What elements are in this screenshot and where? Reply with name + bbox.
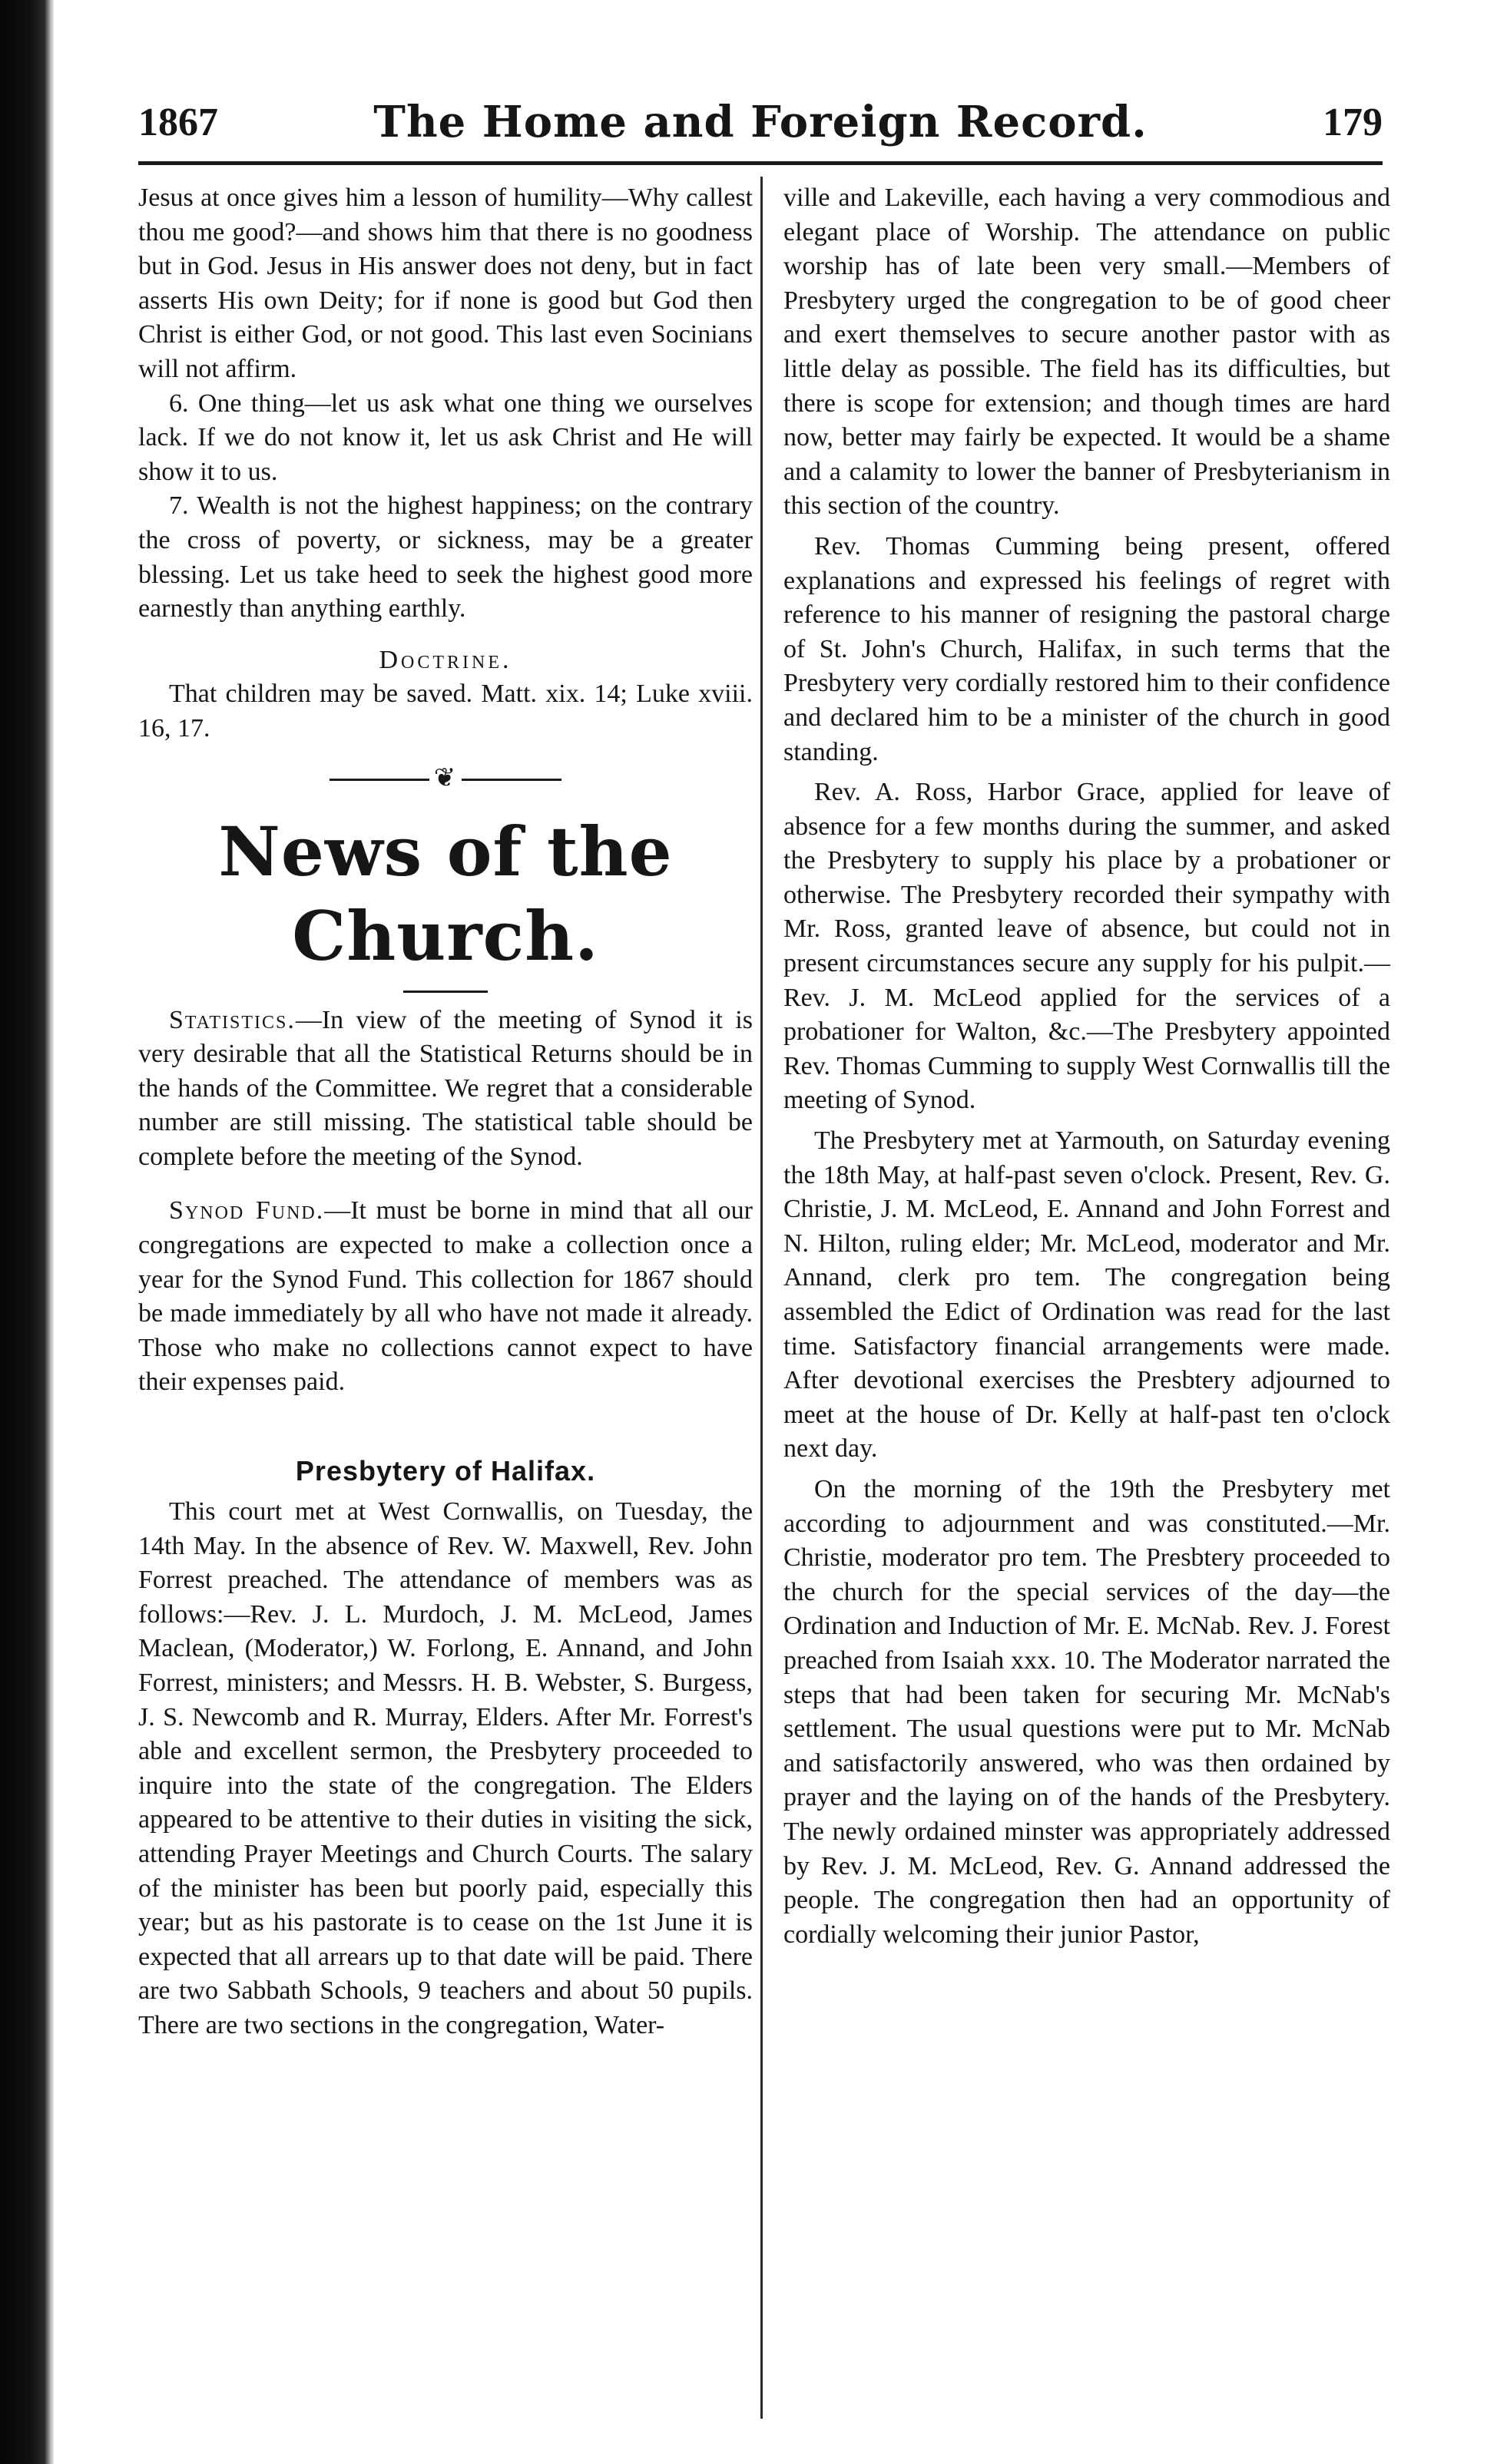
- ornament-line: [330, 779, 429, 781]
- paragraph-label: Synod Fund.: [169, 1196, 325, 1225]
- paragraph: That children may be saved. Matt. xix. 14; Luke xviii. 16, 17.: [138, 680, 753, 743]
- spacer: [783, 1118, 1390, 1124]
- column-divider: [760, 177, 763, 2419]
- paragraph-label: Statistics.: [169, 1005, 296, 1034]
- left-column: [138, 181, 753, 2043]
- short-rule: [403, 991, 488, 993]
- spacer: [138, 1400, 753, 1450]
- ornamental-divider: [138, 763, 753, 794]
- header-rule: [138, 161, 1383, 165]
- paragraph: The Presbytery met at Yarmouth, on Saturday evening the 18th May, at half-past seven o'clock. Present, Rev. G. Christie, J. M. McLeod, E. Annand and John Forrest and N. Hilton, ruling elder; Mr. McLeod, moderator and Mr. Annand, clerk pro tem. The congregation being assembled the Edict of Ordination was read for the last time. Satisfactory financial arrangements were made. After devotional exercises the Presbtery adjourned to meet at the house of Dr. Kelly at half-past ten o'clock next day.: [783, 1126, 1390, 1464]
- section-heading: News of the Church.: [218, 811, 673, 976]
- paragraph: ville and Lakeville, each having a very commodious and elegant place of Worship. The attendance on public worship has of late been very small.—Members of Presbytery urged the congregation to be of good cheer and exert themselves to secure another pastor with as little delay as possible. The field has its difficulties, but there is scope for extension; and though times are hard now, better may fairly be expected. It would be a shame and a calamity to lower the banner of Presbyterianism in this section of the country.: [783, 184, 1390, 521]
- page-number: 179: [1323, 101, 1383, 144]
- spacer: [783, 524, 1390, 530]
- statistics-paragraph: [138, 1004, 753, 1175]
- running-header: [138, 92, 1383, 154]
- spacer: [783, 769, 1390, 776]
- paragraph: Rev. A. Ross, Harbor Grace, applied for leave of absence for a few months during the summer, and asked the Presbytery to supply his place by a probationer or otherwise. The Presbytery recorded their sympathy with Mr. Ross, granted leave of absence, but could not in present circumstances secure any supply for his pulpit.—Rev. J. M. McLeod applied for the services of a probationer for Walton, &c.—The Presbytery appointed Rev. Thomas Cumming to supply West Cornwallis till the meeting of Synod.: [783, 778, 1390, 1115]
- synod-fund-paragraph: [138, 1194, 753, 1400]
- fleuron-icon: ❦: [433, 763, 458, 792]
- header-year: 1867: [138, 101, 218, 144]
- paragraph: On the morning of the 19th the Presbytery met according to adjournment and was constituted.—Mr. Christie, moderator pro tem. The Presbtery proceeded to the church for the special services of the day—the Ordination and Induction of Mr. E. McNab. Rev. J. Forest preached from Isaiah xxx. 10. The Moderator narrated the steps that had been taken for securing Mr. McNab's settlement. The usual questions were put to Mr. McNab and satisfactorily answered, who was then ordained by prayer and the laying on of the hands of the Presbytery. The newly ordained minster was appropriately addressed by Rev. J. M. McLeod, Rev. G. Annand addressed the people. The congregation then had an opportunity of cordially welcoming their junior Pastor,: [783, 1474, 1390, 1949]
- paragraph: 7. Wealth is not the highest happiness; on the contrary the cross of poverty, or sickness, may be a greater blessing. Let us take heed to seek the highest good more earnestly than anything earthly.: [138, 491, 753, 623]
- right-column: [783, 181, 1390, 1952]
- paragraph: 6. One thing—let us ask what one thing we ourselves lack. If we do not know it, let us ask Christ and He will show it to us.: [138, 389, 753, 486]
- spacer: [783, 1467, 1390, 1473]
- subsection-heading: Presbytery of Halifax.: [295, 1455, 596, 1487]
- paragraph: This court met at West Cornwallis, on Tuesday, the 14th May. In the absence of Rev. W. Maxwell, Rev. John Forrest preached. The attendance of members was as follows:—Rev. J. L. Murdoch, J. M. McLeod, James Maclean, (Moderator,) W. Forlong, E. Annand, and John Forrest, ministers; and Messrs. H. B. Webster, S. Burgess, J. S. Newcomb and R. Murray, Elders. After Mr. Forrest's able and excellent sermon, the Presbytery proceeded to inquire into the state of the congregation. The Elders appeared to be attentive to their duties in visiting the sick, attending Prayer Meetings and Church Courts. The salary of the minister has been but poorly paid, especially this year; but as his pastorate is to cease on the 1st June it is expected that all arrears up to that date will be paid. There are two Sabbath Schools, 9 teachers and about 50 pupils. There are two sections in the congregation, Water-: [138, 1497, 753, 2039]
- ornament-line: [462, 779, 561, 781]
- paragraph: Rev. Thomas Cumming being present, offered explanations and expressed his feelings of regret with reference to his manner of resigning the pastoral charge of St. John's Church, Halifax, in such terms that the Presbytery very cordially restored him to their confidence and declared him to be a minister of the church in good standing.: [783, 531, 1390, 766]
- paragraph-text: —In view of the meeting of Synod it is very desirable that all the Statistical Returns should be in the hands of the Committee. We regret that a considerable number are still missing. The statistical table should be complete before the meeting of the Synod.: [138, 1005, 753, 1171]
- journal-title: The Home and Foreign Record.: [373, 97, 1148, 147]
- doctrine-heading: Doctrine.: [379, 645, 512, 674]
- page-binding-edge: [0, 0, 54, 2464]
- paragraph-text: —It must be borne in mind that all our congregations are expected to make a collection once a year for the Synod Fund. This collection for 1867 should be made immediately by all who have not made it already. Those who make no collections cannot expect to have their expenses paid.: [138, 1196, 753, 1397]
- spacer: [138, 1174, 753, 1194]
- paragraph: Jesus at once gives him a lesson of humility—Why callest thou me good?—and shows him that there is no goodness but in God. Jesus in His answer does not deny, but in fact asserts His own Deity; for if none is good but God then Christ is either God, or not good. This last even Socinians will not affirm.: [138, 184, 753, 383]
